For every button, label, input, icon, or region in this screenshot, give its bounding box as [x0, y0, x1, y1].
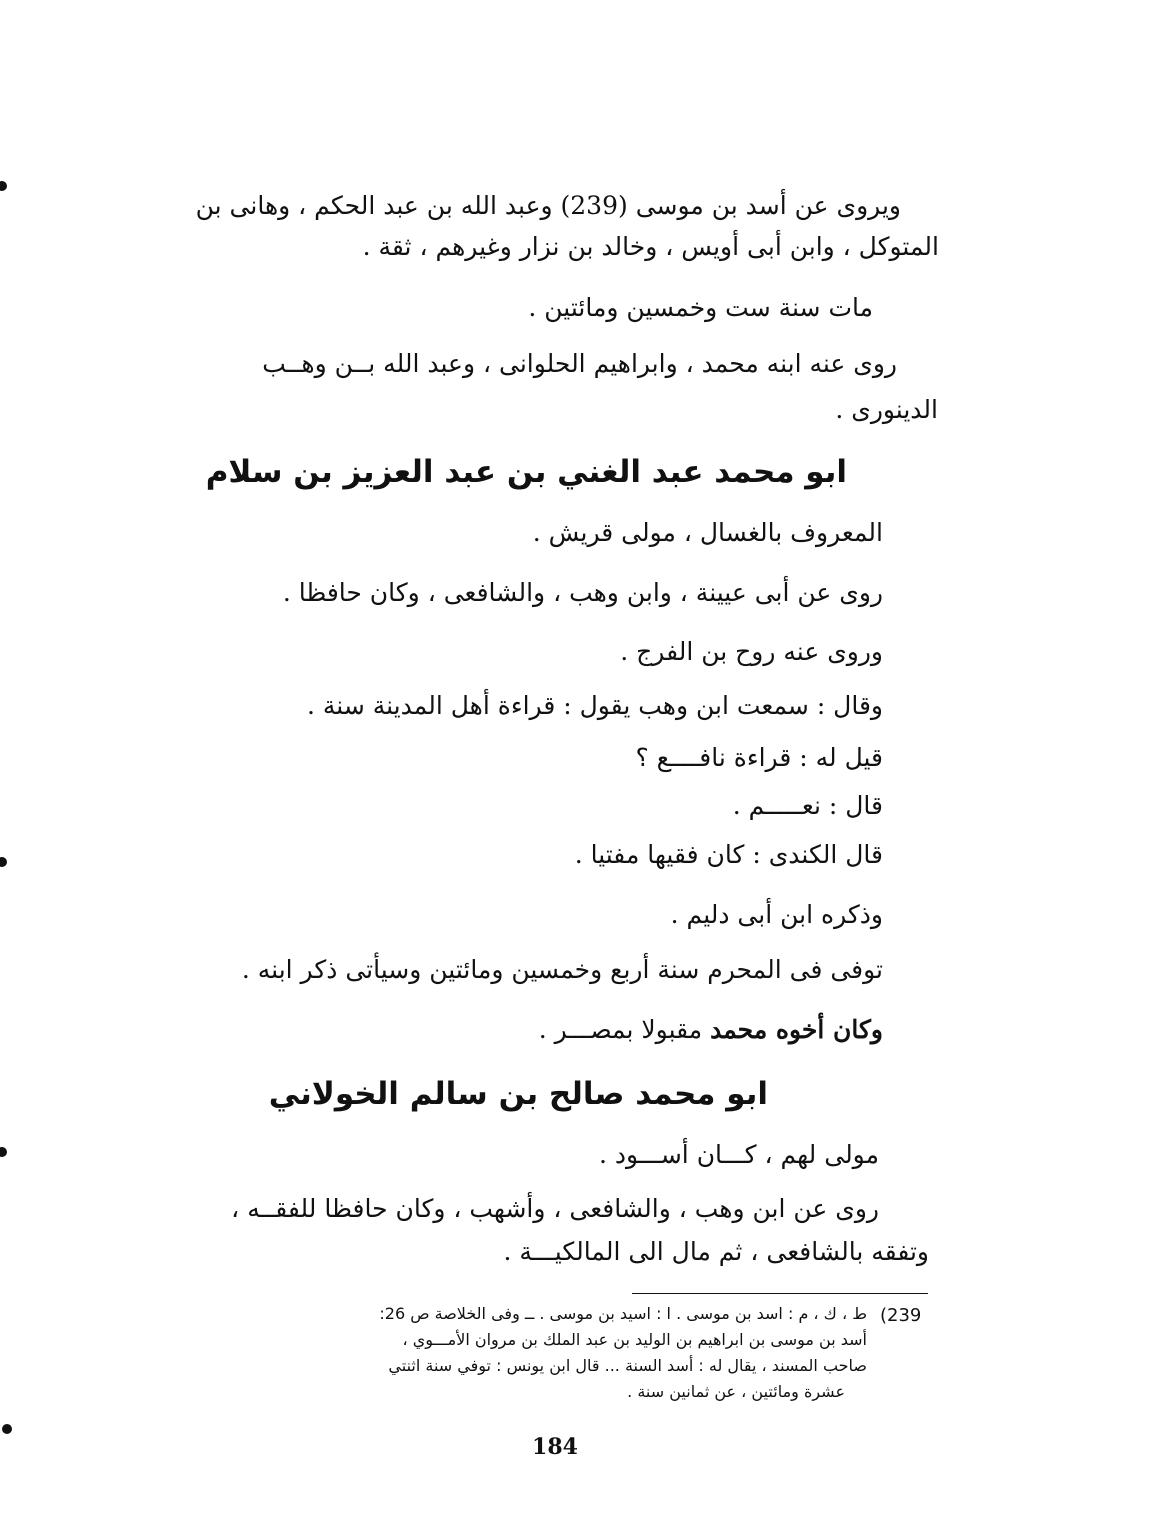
scan-mark-dot [0, 1147, 7, 1157]
footnote-line-3: صاحب المسند ، يقال له : أسد السنة ... قال ابن يونس : توفي سنة اثنتي [388, 1356, 867, 1375]
entry1-line-3: وروى عنه روح بن الفرج . [620, 637, 883, 666]
scan-mark-dot [0, 181, 7, 191]
footnote-number: (239 [880, 1305, 922, 1326]
entry1-line-1: المعروف بالغسال ، مولى قريش . [532, 518, 883, 547]
page-number: 184 [532, 1434, 578, 1460]
entry1-line-5: قيل له : قراءة نافــــع ؟ [635, 743, 883, 772]
body-line-4: روى عنه ابنه محمد ، وابراهيم الحلوانى ، وعبد الله بــن وهــب [262, 349, 897, 378]
body-line-5: الدينورى . [835, 395, 938, 424]
entry1-line-7: قال الكندى : كان فقيها مفتيا . [574, 840, 883, 869]
footnote-separator [632, 1293, 928, 1294]
entry1-line-4: وقال : سمعت ابن وهب يقول : قراءة أهل المدينة سنة . [307, 691, 883, 720]
footnote-line-2: أسد بن موسى بن ابراهيم بن الوليد بن عبد الملك بن مروان الأمـــوي ، [402, 1330, 867, 1349]
body-line-1: ويروى عن أسد بن موسى (239) وعبد الله بن عبد الحكم ، وهانى بن [195, 191, 901, 220]
entry2-line-2: روى عن ابن وهب ، والشافعى ، وأشهب ، وكان حافظا للفقــه ، [231, 1194, 879, 1223]
entry1-line-2: روى عن أبى عيينة ، وابن وهب ، والشافعى ، وكان حافظا . [282, 578, 883, 607]
footnote-line-4: عشرة ومائتين ، عن ثمانين سنة . [627, 1382, 845, 1401]
section-heading-salih: ابو محمد صالح بن سالم الخولاني [268, 1076, 768, 1112]
entry2-line-1: مولى لهم ، كـــان أســـود . [598, 1140, 879, 1169]
entry2-line-3: وتفقه بالشافعى ، ثم مال الى المالكيـــة . [503, 1237, 929, 1266]
entry1-line-9: توفى فى المحرم سنة أربع وخمسين ومائتين وسيأتى ذكر ابنه . [241, 955, 883, 984]
section-heading-ghani: ابو محمد عبد الغني بن عبد العزيز بن سلام [205, 454, 847, 490]
entry1-line-10 [539, 1013, 883, 1047]
entry1-line-10-bold: وكان أخوه محمد [710, 1015, 883, 1044]
entry1-line-6: قال : نعـــــم . [732, 791, 883, 820]
scan-mark-dot [0, 857, 7, 867]
footnote-line-1: ط ، ك ، م : اسد بن موسى . ا : اسيد بن موسى . ــ وفى الخلاصة ص 26: [379, 1304, 867, 1323]
scan-mark-dot [2, 1424, 12, 1434]
body-line-3: مات سنة ست وخمسين ومائتين . [528, 293, 873, 322]
entry1-line-10-rest: مقبولا بمصـــر . [538, 1015, 711, 1044]
body-line-2: المتوكل ، وابن أبى أويس ، وخالد بن نزار وغيرهم ، ثقة . [362, 232, 939, 261]
entry1-line-8: وذكره ابن أبى دليم . [670, 900, 883, 929]
